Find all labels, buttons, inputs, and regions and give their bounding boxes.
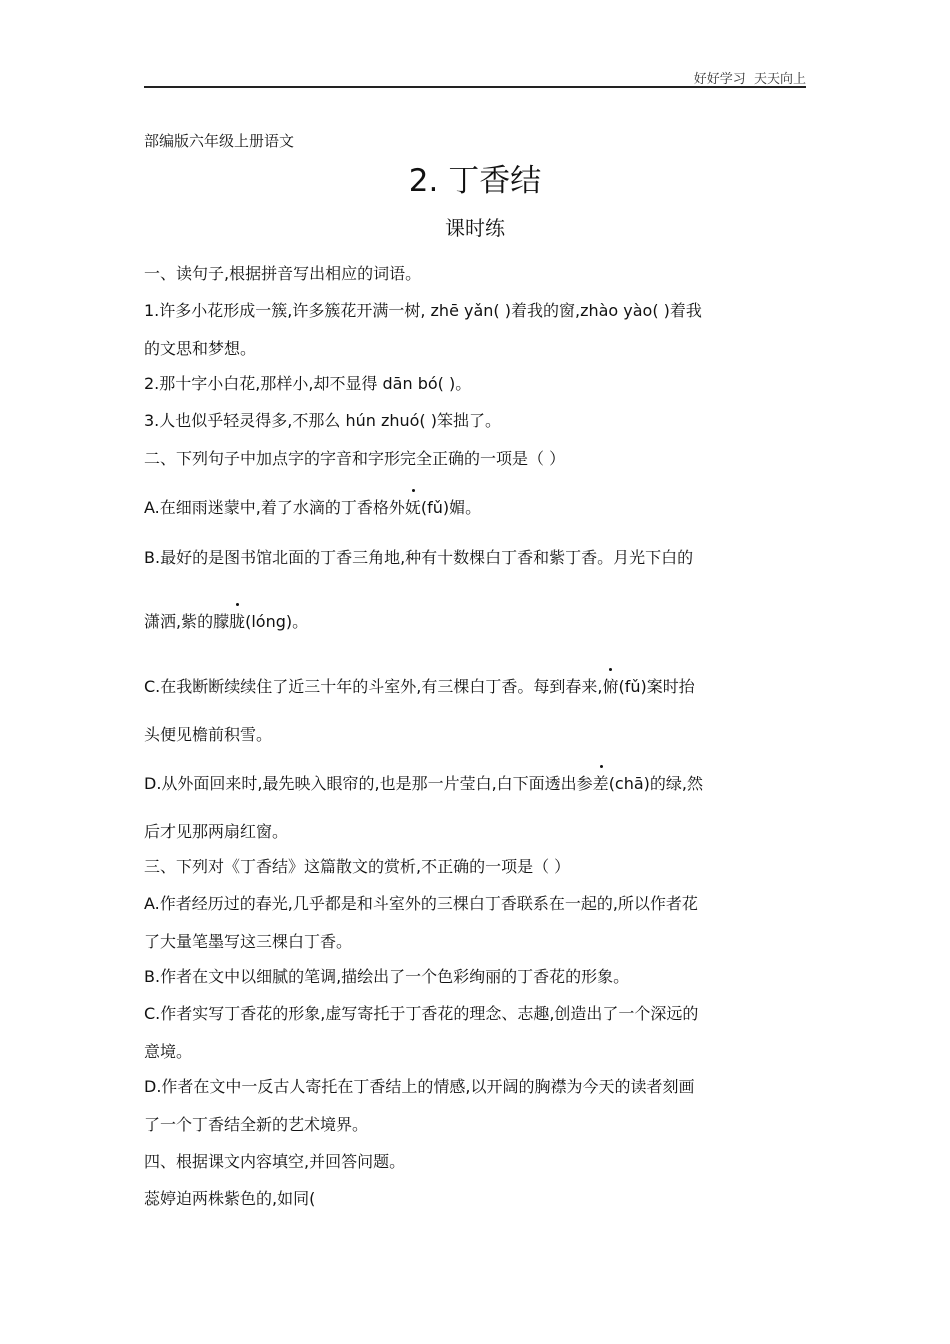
document-subtitle: 课时练	[445, 216, 505, 240]
s2-option-d-pinyin: (chā)的绿,然	[608, 774, 704, 793]
s2-option-a-text: A.在细雨迷蒙中,着了水滴的丁香格外	[144, 498, 405, 517]
dotted-character: 妩	[404, 498, 421, 517]
dotted-character: 胧	[229, 612, 246, 631]
s3-option-c-line-2: 意境。	[144, 1042, 193, 1061]
s2-option-c-text: C.在我断断续续住了近三十年的斗室外,有三棵白丁香。每到春来,	[144, 677, 603, 696]
s2-option-d-line-1	[144, 774, 806, 794]
s2-option-d-text: D.从外面回来时,最先映入眼帘的,也是那一片莹白,白下面透出参	[144, 774, 593, 793]
s3-option-a-line-1: A.作者经历过的春光,几乎都是和斗室外的三棵白丁香联系在一起的,所以作者花	[144, 894, 698, 913]
s3-option-b: B.作者在文中以细腻的笔调,描绘出了一个色彩绚丽的丁香花的形象。	[144, 967, 630, 986]
section-1-heading: 一、读句子,根据拼音写出相应的词语。	[144, 264, 422, 283]
s2-option-c-line-2: 头便见檐前积雪。	[144, 725, 273, 744]
s3-option-d-line-2: 了一个丁香结全新的艺术境界。	[144, 1115, 369, 1134]
dotted-character: 差	[592, 774, 609, 793]
s2-option-b-line-2	[144, 612, 806, 632]
section-2-heading: 二、下列句子中加点字的字音和字形完全正确的一项是（ ）	[144, 449, 566, 468]
s2-option-b-line-1: B.最好的是图书馆北面的丁香三角地,种有十数棵白丁香和紫丁香。月光下白的	[144, 548, 694, 567]
s3-option-a-line-2: 了大量笔墨写这三棵白丁香。	[144, 932, 353, 951]
s2-option-a-pinyin: (fǔ)媚。	[420, 498, 482, 517]
s1-question-1-line-2: 的文思和梦想。	[144, 339, 257, 358]
s4-text: 蕊婷迫两株紫色的,如同(	[144, 1189, 316, 1208]
section-4-heading: 四、根据课文内容填空,并回答问题。	[144, 1152, 406, 1171]
header-rule	[144, 86, 806, 88]
s1-question-2: 2.那十字小白花,那样小,却不显得 dān bó( )。	[144, 374, 472, 393]
s2-option-c-pinyin: (fǔ)案时抬	[618, 677, 695, 696]
s3-option-d-line-1: D.作者在文中一反古人寄托在丁香结上的情感,以开阔的胸襟为今天的读者刻画	[144, 1077, 695, 1096]
document-subject: 部编版六年级上册语文	[144, 132, 295, 150]
s3-option-c-line-1: C.作者实写丁香花的形象,虚写寄托于丁香花的理念、志趣,创造出了一个深远的	[144, 1004, 699, 1023]
document-title: 2. 丁香结	[408, 163, 542, 199]
s2-option-c-line-1	[144, 677, 806, 697]
dotted-character: 俯	[602, 677, 619, 696]
s2-option-b-text: 潇洒,紫的朦	[144, 612, 230, 631]
s1-question-3: 3.人也似乎轻灵得多,不那么 hún zhuó( )笨拙了。	[144, 411, 501, 430]
s2-option-b-pinyin: (lóng)。	[245, 612, 309, 631]
s2-option-d-line-2: 后才见那两扇红窗。	[144, 822, 289, 841]
header-motto: 好好学习 天天向上	[693, 72, 806, 87]
s1-question-1-line-1: 1.许多小花形成一簇,许多簇花开满一树, zhē yǎn( )着我的窗,zhào yào( )着我	[144, 301, 702, 320]
s2-option-a	[144, 498, 806, 518]
section-3-heading: 三、下列对《丁香结》这篇散文的赏析,不正确的一项是（ ）	[144, 857, 571, 876]
